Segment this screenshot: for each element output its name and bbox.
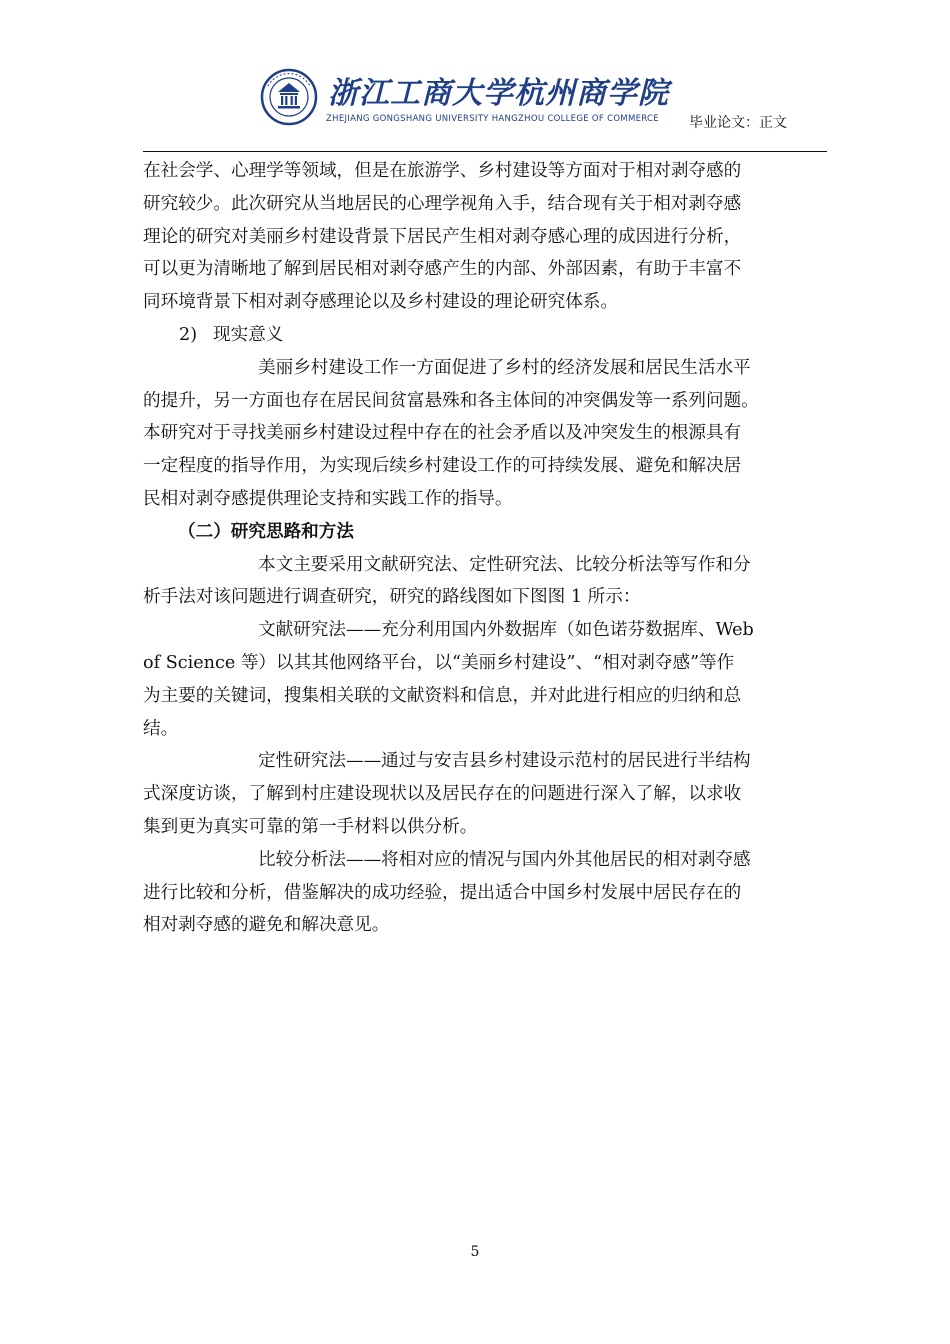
paragraph-line: 结。 [143, 718, 179, 739]
paragraph-line: 民相对剥夺感提供理论支持和实践工作的指导。 [143, 488, 513, 509]
section-heading: （二）研究思路和方法 [178, 520, 354, 542]
university-logo-english: ZHEJIANG GONGSHANG UNIVERSITY HANGZHOU COLLEGE OF COMMERCE [326, 114, 659, 124]
paragraph-line: 本研究对于寻找美丽乡村建设过程中存在的社会矛盾以及冲突发生的根源具有 [143, 423, 742, 444]
paragraph-line: 定性研究法——通过与安吉县乡村建设示范村的居民进行半结构 [258, 751, 751, 772]
paragraph-line: 文献研究法——充分利用国内外数据库（如色诺芬数据库、Web [258, 620, 754, 641]
paragraph-line: 一定程度的指导作用，为实现后续乡村建设工作的可持续发展、避免和解决居 [143, 456, 742, 477]
list-item-number: 2) [179, 324, 198, 345]
paragraph-line: 集到更为真实可靠的第一手材料以供分析。 [143, 816, 478, 837]
paragraph-line: 同环境背景下相对剥夺感理论以及乡村建设的理论研究体系。 [143, 292, 619, 313]
list-item-practical-significance [143, 319, 811, 352]
paragraph-line: 理论的研究对美丽乡村建设背景下居民产生相对剥夺感心理的成因进行分析， [143, 226, 742, 247]
paragraph-line: 相对剥夺感的避免和解决意见。 [143, 915, 390, 936]
paragraph-line: 本文主要采用文献研究法、定性研究法、比较分析法等写作和分 [258, 554, 751, 575]
page-header [143, 62, 827, 152]
paragraph-line: 在社会学、心理学等领域，但是在旅游学、乡村建设等方面对于相对剥夺感的 [143, 161, 742, 181]
paragraph-line: 美丽乡村建设工作一方面促进了乡村的经济发展和居民生活水平 [258, 357, 751, 378]
paragraph-line: 可以更为清晰地了解到居民相对剥夺感产生的内部、外部因素，有助于丰富不 [143, 259, 742, 280]
paragraph-line: 析手法对该问题进行调查研究，研究的路线图如下图图 1 所示： [143, 587, 641, 608]
paragraph-line: of Science 等）以其其他网络平台，以“美丽乡村建设”、“相对剥夺感”等作 [143, 652, 735, 673]
university-logo-chinese: 浙江工商大学杭州商学院 [328, 76, 669, 111]
paragraph-line: 研究较少。此次研究从当地居民的心理学视角入手，结合现有关于相对剥夺感 [143, 193, 742, 214]
paragraph-line: 比较分析法——将相对应的情况与国内外其他居民的相对剥夺感 [258, 849, 751, 870]
paragraph-line: 进行比较和分析，借鉴解决的成功经验，提出适合中国乡村发展中居民存在的 [143, 882, 742, 903]
university-seal-icon [260, 68, 318, 126]
header-section-label: 毕业论文：正文 [689, 115, 787, 131]
thesis-body [143, 155, 811, 942]
paragraph-line: 式深度访谈，了解到村庄建设现状以及居民存在的问题进行深入了解，以求收 [143, 784, 742, 805]
list-item-title: 现实意义 [213, 324, 284, 345]
paragraph-line: 为主要的关键词，搜集相关联的文献资料和信息，并对此进行相应的归纳和总 [143, 685, 742, 706]
page-number: 5 [470, 1244, 480, 1260]
paragraph-line: 的提升，另一方面也存在居民间贫富悬殊和各主体间的冲突偶发等一系列问题。 [143, 390, 759, 411]
header-divider [143, 151, 827, 152]
